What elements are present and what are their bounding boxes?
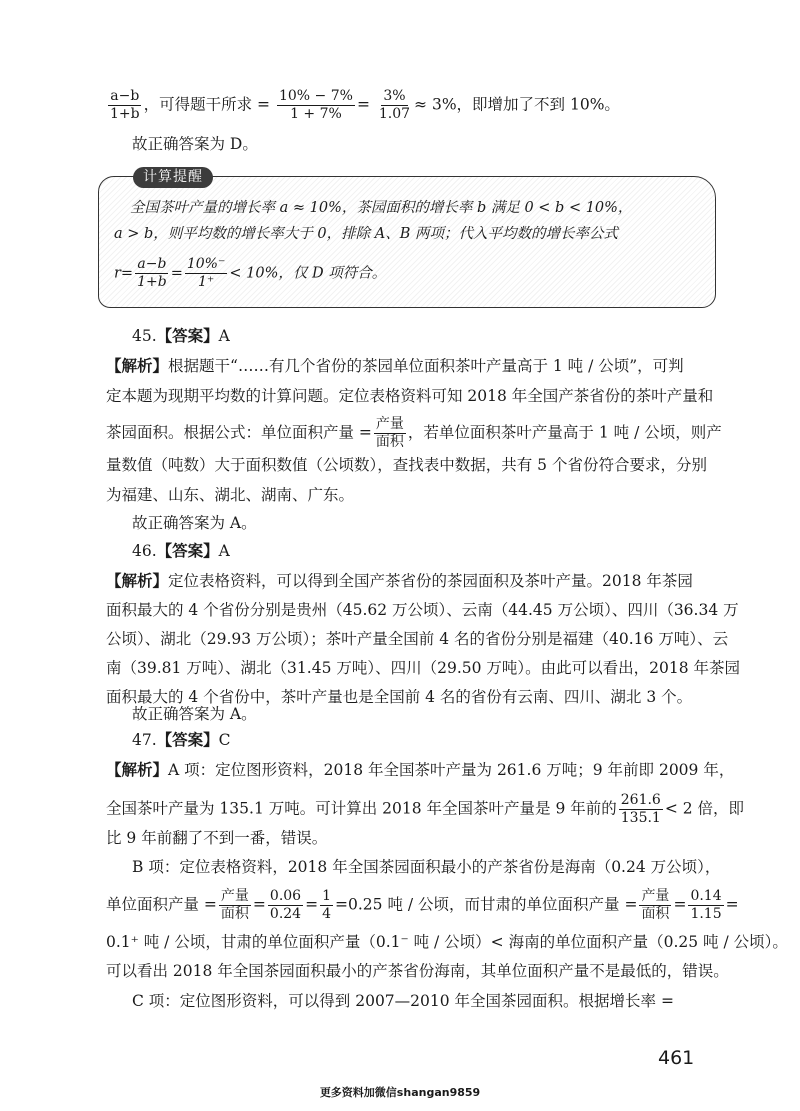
q46-answer: 46.【答案】A: [132, 542, 230, 560]
q46-analysis-line-3: 公顷）、湖北（29.93 万公顷）；茶叶产量全国前 4 名的省份分别是福建（40.16 万吨）、云: [106, 630, 729, 648]
fraction: $\frac{10\% - 7\%}{1 + 7\%}$: [278, 88, 353, 122]
fraction: $\frac{\text{产量}}{\text{面积}}$: [220, 888, 249, 922]
q46-analysis-line-1: 【解析】定位表格资料，可以得到全国产茶省份的茶园面积及茶叶产量。2018 年茶园: [106, 572, 693, 590]
tip-line-1: 全国茶叶产量的增长率 a ≈ 10%，茶园面积的增长率 b 满足 0 < b < 10%，: [130, 200, 633, 216]
q45-analysis-line-4: 量数值（吨数）大于面积数值（公顷数），查找表中数据，共有 5 个省份符合要求，分别: [106, 456, 707, 474]
fraction: $\frac{10\%^-}{1^+}$: [186, 256, 226, 290]
fraction: $\frac{0.14}{1.15}$: [690, 888, 722, 922]
q47-answer: 47.【答案】C: [132, 731, 231, 749]
tip-line-3: r= $\frac{a-b}{1+b}$ = $\frac{10\%^-}{1^+}$ < 10%，仅 D 项符合。: [114, 256, 387, 290]
q47-b-line-1: B 项：定位表格资料，2018 年全国茶园面积最小的产茶省份是海南（0.24 万公顷），: [132, 858, 721, 876]
fraction: $\frac{\text{产量}}{\text{面积}}$: [375, 416, 404, 450]
tip-title-badge: 计算提醒: [133, 167, 213, 188]
q46-analysis-line-5: 面积最大的 4 个省份中，茶叶产量也是全国前 4 名的省份有云南、四川、湖北 3 个。: [106, 688, 693, 706]
q47-analysis-line-3: 比 9 年前翻了不到一番，错误。: [106, 829, 328, 847]
q45-analysis-line-3: 茶园面积。根据公式：单位面积产量 = $\frac{\text{产量}}{\text{面积}}$ ，若单位面积茶叶产量高于 1 吨 / 公顷，则产: [106, 416, 722, 450]
conclusion-44: 故正确答案为 D。: [132, 135, 258, 153]
fraction: $\frac{1}{4}$: [322, 888, 332, 922]
fraction: $\frac{a-b}{1+b}$: [110, 88, 140, 122]
q47-c-line-1: C 项：定位图形资料，可以得到 2007—2010 年全国茶园面积。根据增长率 =: [132, 992, 674, 1010]
q45-analysis-line-2: 定本题为现期平均数的计算问题。定位表格资料可知 2018 年全国产茶省份的茶叶产量和: [106, 387, 714, 405]
q45-conclusion: 故正确答案为 A。: [132, 514, 257, 532]
fraction: $\frac{0.06}{0.24}$: [269, 888, 302, 922]
q45-analysis-line-1: 【解析】根据题干“……有几个省份的茶园单位面积茶叶产量高于 1 吨 / 公顷”，可判: [106, 357, 684, 375]
q46-analysis-line-2: 面积最大的 4 个省份分别是贵州（45.62 万公顷）、云南（44.45 万公顷）、四川（36.34 万: [106, 601, 739, 619]
formula-line-44: $\frac{a-b}{1+b}$ ，可得题干所求 = $\frac{10\% - 7\%}{1 + 7\%}$ = $\frac{3\%}{1.07}$ ≈ 3%，即增加了不到 10%。: [110, 88, 620, 122]
fraction: $\frac{\text{产量}}{\text{面积}}$: [641, 888, 670, 922]
footer-note: 更多资料加微信shangan9859: [319, 1086, 481, 1099]
fraction: $\frac{261.6}{135.1}$: [620, 792, 661, 826]
q47-analysis-line-1: 【解析】A 项：定位图形资料，2018 年全国茶叶产量为 261.6 万吨；9 年前即 2009 年，: [106, 761, 735, 779]
q45-answer: 45.【答案】A: [132, 327, 230, 345]
q47-analysis-line-2: 全国茶叶产量为 135.1 万吨。可计算出 2018 年全国茶叶产量是 9 年前的 $\frac{261.6}{135.1}$ < 2 倍，即: [106, 792, 745, 826]
q46-conclusion: 故正确答案为 A。: [132, 705, 257, 723]
q47-b-line-4: 可以看出 2018 年全国茶园面积最小的产茶省份海南，其单位面积产量不是最低的，错误。: [106, 962, 729, 980]
fraction: $\frac{3\%}{1.07}$: [378, 88, 411, 122]
q47-b-line-3: 0.1⁺ 吨 / 公顷，甘肃的单位面积产量（0.1⁻ 吨 / 公顷）< 海南的单位面积产量（0.25 吨 / 公顷）。: [106, 933, 788, 951]
fraction: $\frac{a-b}{1+b}$: [137, 256, 167, 290]
page-number: 461: [658, 1047, 695, 1069]
tip-line-2: a > b，则平均数的增长率大于 0，排除 A、B 两项；代入平均数的增长率公式: [114, 226, 618, 242]
q47-b-line-2: 单位面积产量 = $\frac{\text{产量}}{\text{面积}}$ = $\frac{0.06}{0.24}$ = $\frac{1}{4}$ =0.25 吨 / 公顷，而甘肃的单位面积产量 = $\frac{\text{产量}}{\text{面积}}$ = $\frac{0.14}{1.15}$ =: [106, 888, 739, 922]
q45-analysis-line-5: 为福建、山东、湖北、湖南、广东。: [106, 486, 355, 504]
q46-analysis-line-4: 南（39.81 万吨）、湖北（31.45 万吨）、四川（29.50 万吨）。由此可以看出，2018 年茶园: [106, 659, 741, 677]
